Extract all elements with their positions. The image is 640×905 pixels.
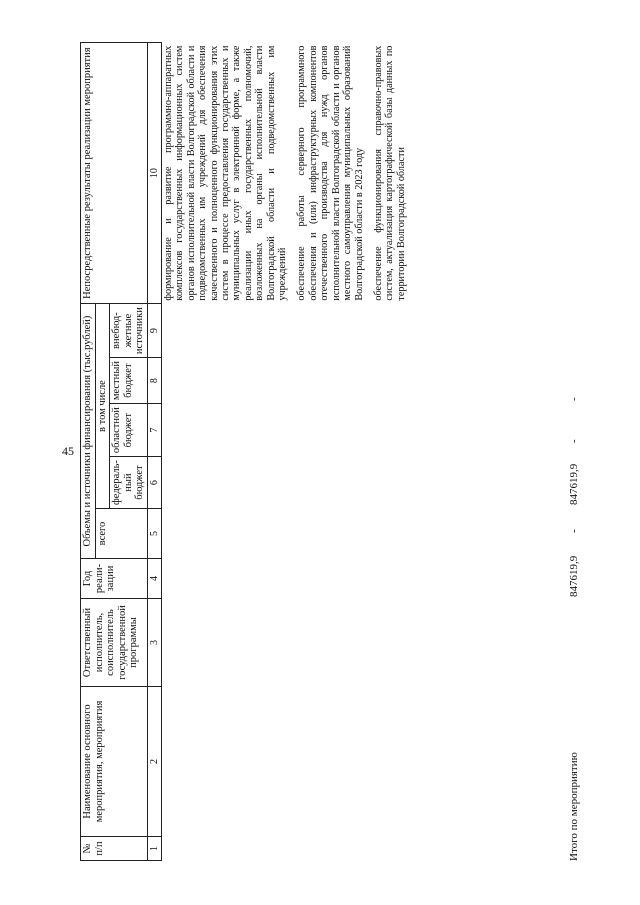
header-total: всего: [95, 509, 147, 559]
header-financing: Объемы и источники финансирования (тыс.рублей): [81, 304, 96, 559]
header-year: Год реали-зации: [81, 559, 148, 599]
result-item: обеспечение функционирования справочно-правовых систем, актуализация картографической базы данных по территории Волгоградской области: [372, 45, 407, 301]
financing-table: [80, 42, 416, 861]
total-regional: 847619,9: [568, 463, 580, 505]
header-name: Наименование основного мероприятия, мероприятия: [81, 687, 148, 837]
header-executor: Ответственный исполнитель, соисполнитель государственной программы: [81, 599, 148, 687]
header-federal: федераль-ный бюджет: [110, 457, 148, 509]
header-no: № п/п: [81, 837, 148, 861]
col-number: 7: [147, 404, 162, 457]
total-label: Итого по мероприятию: [568, 752, 580, 861]
col-number: 2: [147, 687, 162, 837]
result-item: обеспечение работы серверного программного обеспечения и (или) инфраструктурных компонентов отечественного производства для нужд органов исполнительной власти Волгоградской области и органов местного самоуправления муниципальных образований Волгоградской области в 2023 году: [296, 45, 365, 301]
header-results: Непосредственные результаты реализации мероприятия: [81, 43, 148, 304]
col-number: 1: [147, 837, 162, 861]
page-number: 45: [62, 444, 74, 458]
total-all: 847619,9: [568, 555, 580, 597]
col-number: 6: [147, 457, 162, 509]
result-item: формирование и развитие программно-аппаратных комплексов государственных информационных систем органов исполнительной власти Волгоградской области и подведомственных им учреждений для обеспечения качественного и полноценного функционирования этих систем в процессе предоставления государственных и муниципальных услуг в электронной форме, а также реализации иных государственных полномочий, возложенных на органы исполнительной власти Волгоградской области и подведомственных им учреждений: [163, 45, 289, 301]
col-number: 5: [147, 509, 162, 559]
col-number: 8: [147, 358, 162, 404]
total-extra: -: [568, 397, 580, 401]
header-including: в том числе: [95, 304, 110, 509]
col-number: 3: [147, 599, 162, 687]
col-number: 9: [147, 304, 162, 358]
results-cell: [162, 43, 417, 304]
header-local: местный бюджет: [110, 358, 148, 404]
header-regional: областной бюджет: [110, 404, 148, 457]
header-extra: внебюд-жетные источники: [110, 304, 148, 358]
total-local: -: [568, 439, 580, 443]
col-number: 10: [147, 43, 162, 304]
col-number: 4: [147, 559, 162, 599]
total-federal: -: [568, 529, 580, 533]
